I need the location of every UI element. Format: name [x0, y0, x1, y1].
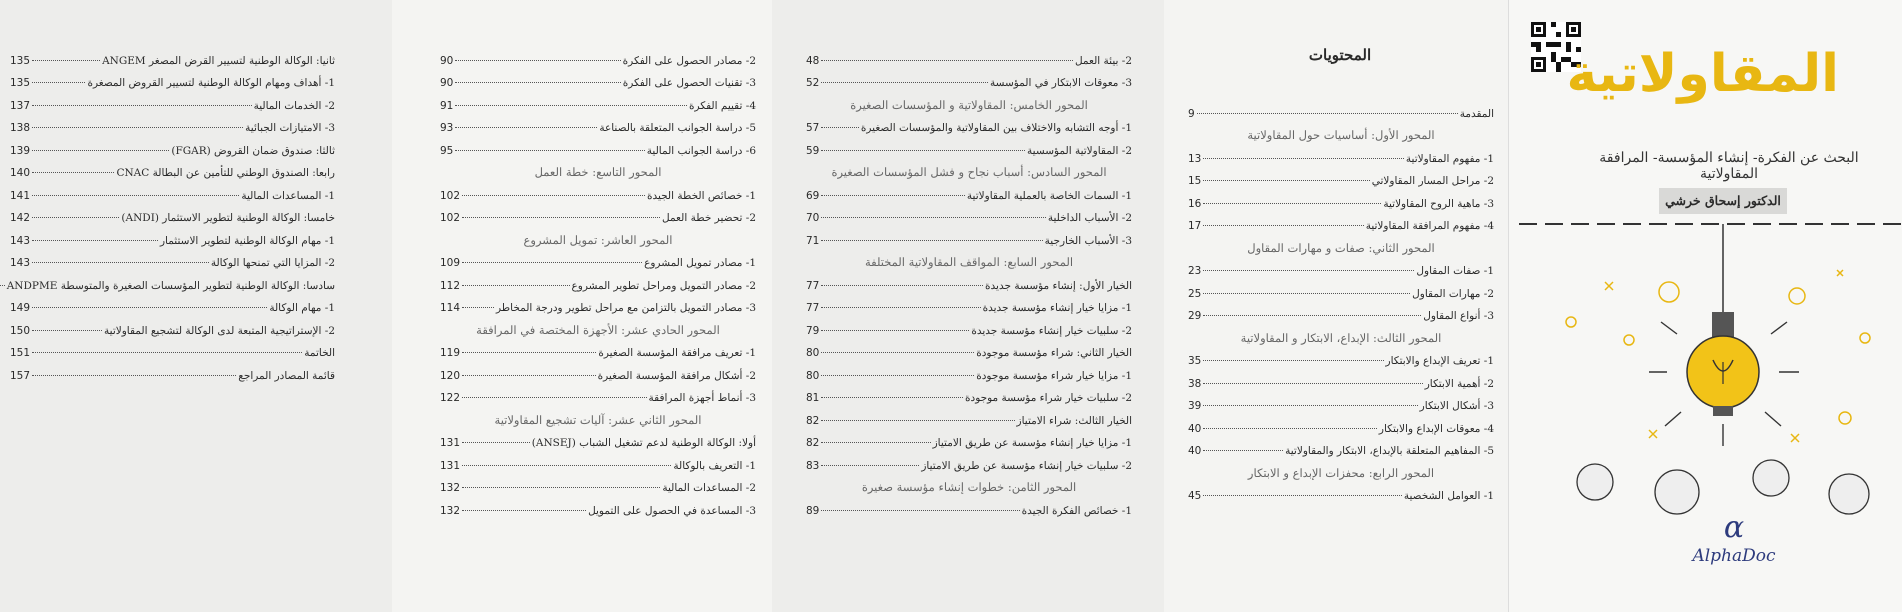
toc-entry	[10, 359, 335, 382]
toc-entry-title: الخيار الثاني: شراء مؤسسة موجودة	[976, 347, 1132, 359]
toc-page-number: 83	[806, 459, 820, 472]
toc-entry-title: 2- الخدمات المالية	[253, 99, 335, 112]
toc-entry-title: 1- تعريف مرافقة المؤسسة الصغيرة	[598, 347, 756, 359]
toc-entry-title: 2- أهمية الابتكار	[1424, 377, 1494, 390]
toc-leader-dots	[821, 307, 980, 308]
toc-entry	[1188, 390, 1494, 413]
toc-entry	[10, 134, 335, 157]
toc-leader-dots	[462, 442, 530, 443]
toc-entry	[440, 247, 756, 270]
toc-leader-dots	[1203, 450, 1283, 451]
toc-leader-dots	[821, 217, 1045, 218]
toc-entry	[1188, 142, 1494, 165]
toc-leader-dots	[32, 330, 102, 331]
toc-leader-dots	[1203, 158, 1404, 159]
toc-entry-title: 3- معوقات الابتكار في المؤسسة	[989, 77, 1132, 89]
toc-entry-title: 3- المساعدة في الحصول على التمويل	[588, 504, 756, 517]
toc-entry	[1188, 367, 1494, 390]
toc-page-number: 132	[440, 504, 461, 517]
toc-entry	[440, 359, 756, 382]
toc-column-3	[440, 44, 756, 517]
toc-leader-dots	[32, 217, 119, 218]
toc-entry	[10, 112, 335, 135]
toc-page-number: 143	[10, 234, 31, 247]
toc-page-number: 9	[1188, 107, 1195, 120]
toc-entry-title: سادسا: الوكالة الوطنية لتطوير المؤسسات الصغيرة والمتوسطة ANDPME	[6, 279, 335, 292]
toc-column-2	[806, 44, 1132, 517]
panel-4	[0, 0, 392, 612]
toc-entry-title: الخيار الثالث: شراء الامتياز	[1016, 414, 1132, 427]
toc-leader-dots	[32, 105, 252, 106]
toc-page-number: 102	[440, 189, 461, 202]
toc-page-number: 80	[806, 347, 820, 359]
toc-leader-dots	[821, 127, 858, 128]
toc-entry	[10, 44, 335, 67]
toc-leader-dots	[1203, 405, 1417, 406]
toc-entry-title: 1- التعريف بالوكالة	[673, 459, 756, 472]
toc-entry-title: 2- سلبيات خيار شراء مؤسسة موجودة	[965, 392, 1132, 404]
toc-leader-dots	[821, 420, 1014, 421]
toc-entry	[806, 67, 1132, 90]
toc-leader-dots	[32, 375, 236, 376]
toc-entry	[10, 89, 335, 112]
toc-entry	[440, 269, 756, 292]
toc-leader-dots	[455, 150, 644, 151]
toc-column-4	[6, 44, 335, 382]
toc-entry	[806, 404, 1132, 427]
toc-section-heading: المحور العاشر: تمويل المشروع	[523, 232, 673, 247]
toc-entry-title: 1- المساعدات المالية	[241, 189, 335, 202]
toc-entry-title: 1- مزايا خيار إنشاء مؤسسة جديدة	[982, 302, 1132, 314]
toc-entry	[1188, 277, 1494, 300]
toc-leader-dots	[32, 150, 169, 151]
toc-page-number: 29	[1188, 310, 1202, 322]
book-subtitle: البحث عن الفكرة- إنشاء المؤسسة- المرافقة المقاولاتية	[1599, 150, 1859, 182]
toc-entry-title: قائمة المصادر المراجع	[238, 369, 335, 382]
toc-leader-dots	[821, 195, 965, 196]
toc-entry-title: 2- المقاولاتية المؤسسية	[1027, 144, 1132, 157]
toc-entry-title: 2- المساعدات المالية	[662, 482, 756, 494]
toc-page-number: 71	[806, 234, 820, 247]
lightbulb-illustration	[1509, 0, 1902, 612]
toc-page-number: 137	[10, 99, 31, 112]
toc-entry-title: 1- مفهوم المقاولاتية	[1405, 152, 1494, 165]
toc-entry	[1188, 210, 1494, 233]
toc-entry-title: 1- خصائص الفكرة الجيدة	[1021, 504, 1132, 517]
toc-leader-dots	[1203, 428, 1377, 429]
toc-entry	[440, 44, 756, 67]
toc-entry	[440, 292, 756, 315]
toc-entry-title: 2- مهارات المقاول	[1412, 287, 1494, 300]
toc-leader-dots	[1203, 360, 1383, 361]
toc-entry-title: رابعا: الصندوق الوطني للتأمين عن البطالة CNAC	[116, 167, 335, 179]
toc-page-number: 131	[440, 437, 461, 449]
toc-entry	[440, 382, 756, 405]
toc-entry	[6, 269, 335, 292]
toc-entry	[1188, 97, 1494, 120]
toc-page-number: 102	[440, 212, 461, 224]
toc-leader-dots	[821, 240, 1042, 241]
toc-column-1	[1188, 97, 1494, 502]
toc-leader-dots	[821, 285, 983, 286]
toc-page-number: 80	[806, 369, 820, 382]
toc-entry	[10, 157, 335, 180]
toc-leader-dots	[455, 82, 620, 83]
toc-page-number: 95	[440, 144, 454, 157]
toc-entry	[1188, 345, 1494, 368]
toc-page-number: 109	[440, 257, 461, 269]
toc-page-number: 122	[440, 392, 461, 404]
toc-entry-title: 2- أشكال مرافقة المؤسسة الصغيرة	[597, 369, 756, 382]
toc-entry	[10, 247, 335, 270]
toc-entry	[10, 67, 335, 90]
toc-entry-title: 1- السمات الخاصة بالعملية المقاولاتية	[966, 189, 1132, 202]
toc-page-number: 59	[806, 144, 820, 157]
toc-page-number: 151	[10, 347, 31, 359]
book-cover	[1508, 0, 1902, 612]
toc-leader-dots	[1203, 495, 1401, 496]
toc-page-number: 89	[806, 504, 820, 517]
toc-section-heading: المحور الثالث: الإبداع، الابتكار و المقاولاتية	[1240, 330, 1442, 345]
toc-entry-title: 1- تعريف الإبداع والابتكار	[1385, 355, 1494, 367]
toc-leader-dots	[1203, 225, 1363, 226]
toc-entry-title: 3- الأسباب الخارجية	[1044, 234, 1132, 247]
toc-entry	[440, 472, 756, 495]
toc-section-heading: المحور الأول: أساسيات حول المقاولاتية	[1247, 128, 1435, 142]
publisher-name: AlphaDoc	[1692, 546, 1776, 566]
toc-page-number: 23	[1188, 265, 1202, 277]
toc-leader-dots	[462, 352, 596, 353]
toc-section-heading: المحور الثامن: خطوات إنشاء مؤسسة صغيرة	[861, 480, 1077, 494]
toc-entry-title: 4- تقييم الفكرة	[689, 99, 756, 112]
toc-page-number: 81	[806, 392, 820, 404]
panel-3	[392, 0, 772, 612]
toc-leader-dots	[462, 375, 596, 376]
alphadoc-logo-icon: α	[1723, 510, 1745, 545]
toc-entry-title: خامسا: الوكالة الوطنية لتطوير الاستثمار (ANDI)	[121, 212, 335, 224]
toc-entry-title: 6- دراسة الجوانب المالية	[646, 144, 756, 157]
toc-entry	[806, 134, 1132, 157]
toc-entry-title: 1- العوامل الشخصية	[1403, 490, 1494, 502]
toc-page-number: 91	[440, 99, 454, 112]
panel-1	[1164, 0, 1508, 612]
toc-heading: المحتويات	[1308, 46, 1372, 64]
toc-leader-dots	[462, 465, 671, 466]
toc-entry-title: ثالثا: صندوق ضمان القروض (FGAR)	[171, 144, 335, 157]
toc-page-number: 40	[1188, 445, 1202, 457]
toc-leader-dots	[462, 510, 586, 511]
toc-page-number: 135	[10, 54, 31, 67]
toc-entry-title: المقدمة	[1459, 107, 1494, 120]
toc-entry	[10, 224, 335, 247]
toc-page-number: 142	[10, 212, 31, 224]
toc-leader-dots	[32, 172, 114, 173]
toc-entry-title: 3- أنماط أجهزة المرافقة	[648, 392, 756, 404]
toc-entry-title: 3- مصادر التمويل بالتزامن مع مراحل تطوير ودرجة المخاطر	[496, 302, 756, 314]
toc-entry	[806, 314, 1132, 337]
toc-leader-dots	[462, 397, 646, 398]
toc-leader-dots	[462, 307, 494, 308]
toc-leader-dots	[32, 240, 158, 241]
toc-leader-dots	[455, 105, 687, 106]
toc-entry-title: 2- مصادر التمويل ومراحل تطوير المشروع	[571, 279, 756, 292]
toc-entry-title: 1- صفات المقاول	[1416, 265, 1494, 277]
toc-entry	[440, 427, 756, 450]
toc-entry	[806, 382, 1132, 405]
toc-entry-title: 1- مهام الوكالة	[269, 302, 335, 314]
toc-leader-dots	[462, 487, 660, 488]
toc-entry	[10, 179, 335, 202]
toc-page-number: 120	[440, 369, 461, 382]
toc-page-number: 139	[10, 144, 31, 157]
toc-entry	[440, 494, 756, 517]
toc-section-heading: المحور الرابع: محفزات الإبداع و الابتكار	[1247, 465, 1435, 480]
toc-entry-title: 2- تحضير خطة العمل	[662, 212, 756, 224]
toc-page-number: 13	[1188, 152, 1202, 165]
book-title: المقاولاتية	[1566, 44, 1839, 104]
toc-entry	[806, 359, 1132, 382]
toc-leader-dots	[455, 127, 597, 128]
toc-page-number: 82	[806, 437, 820, 449]
toc-entry	[440, 112, 756, 135]
toc-section-heading: المحور السابع: المواقف المقاولاتية المختلفة	[864, 255, 1074, 269]
toc-leader-dots	[32, 262, 209, 263]
toc-entry	[806, 112, 1132, 135]
toc-section-heading: المحور الخامس: المقاولاتية و المؤسسات الصغيرة	[850, 97, 1088, 112]
toc-entry	[440, 134, 756, 157]
toc-page-number: 157	[10, 369, 31, 382]
toc-leader-dots	[32, 60, 100, 61]
toc-entry-title: 1- مصادر تمويل المشروع	[644, 257, 756, 269]
toc-page-number: 131	[440, 459, 461, 472]
toc-entry-title: 2- الأسباب الداخلية	[1047, 212, 1132, 224]
toc-entry	[806, 292, 1132, 315]
toc-leader-dots	[32, 307, 267, 308]
toc-leader-dots	[462, 217, 660, 218]
toc-leader-dots	[1203, 203, 1381, 204]
toc-page-number: 119	[440, 347, 461, 359]
toc-leader-dots	[462, 285, 569, 286]
toc-entry	[806, 179, 1132, 202]
toc-entry-title: 1- أوجه التشابه والاختلاف بين المقاولاتية والمؤسسات الصغيرة	[860, 122, 1132, 134]
toc-entry-title: 1- أهداف ومهام الوكالة الوطنية لتسيير القروض المصغرة	[87, 77, 335, 89]
toc-entry-title: ثانيا: الوكالة الوطنية لتسيير القرض المصغر ANGEM	[102, 54, 335, 67]
toc-entry	[1188, 480, 1494, 503]
toc-entry	[440, 67, 756, 90]
panel-2	[772, 0, 1164, 612]
toc-page-number: 77	[806, 279, 820, 292]
toc-entry	[1188, 300, 1494, 323]
toc-entry	[806, 427, 1132, 450]
toc-section-heading: المحور التاسع: خطة العمل	[534, 165, 662, 179]
toc-leader-dots	[821, 397, 963, 398]
toc-page-number: 45	[1188, 490, 1202, 502]
toc-entry-title: 3- تقنيات الحصول على الفكرة	[622, 77, 756, 89]
toc-leader-dots	[462, 262, 642, 263]
toc-page-number: 150	[10, 324, 31, 337]
toc-page-number: 38	[1188, 377, 1202, 390]
toc-page-number: 82	[806, 414, 820, 427]
toc-page-number: 112	[440, 279, 461, 292]
toc-leader-dots	[1203, 383, 1422, 384]
toc-section-heading: المحور الثاني: صفات و مهارات المقاول	[1247, 240, 1435, 255]
toc-entry-title: 2- مراحل المسار المقاولاتي	[1371, 175, 1494, 187]
toc-page-number: 138	[10, 122, 31, 134]
toc-leader-dots	[455, 60, 620, 61]
toc-entry-title: 3- أنواع المقاول	[1423, 310, 1494, 322]
toc-leader-dots	[821, 150, 1025, 151]
toc-leader-dots	[32, 352, 302, 353]
toc-leader-dots	[1203, 270, 1414, 271]
toc-entry-title: 3- ماهية الروح المقاولاتية	[1383, 197, 1494, 210]
toc-page-number: 69	[806, 189, 820, 202]
toc-page-number: 48	[806, 54, 820, 67]
toc-entry-title: 1- مهام الوكالة الوطنية لتطوير الاستثمار	[159, 234, 335, 247]
toc-page-number: 132	[440, 482, 461, 494]
toc-entry	[1188, 255, 1494, 278]
toc-entry-title: 2- سلبيات خيار إنشاء مؤسسة جديدة	[971, 324, 1132, 337]
toc-entry	[806, 224, 1132, 247]
author-label: الدكتور إسحاق خرشي	[1659, 188, 1787, 214]
toc-page-number: 143	[10, 257, 31, 269]
toc-entry	[10, 202, 335, 225]
toc-entry	[10, 292, 335, 315]
toc-entry	[806, 202, 1132, 225]
toc-entry	[806, 44, 1132, 67]
toc-leader-dots	[1197, 113, 1458, 114]
toc-section-heading: المحور الحادي عشر: الأجهزة المختصة في المرافقة	[476, 322, 720, 337]
toc-page-number: 25	[1188, 287, 1202, 300]
toc-entry-title: 1- خصائص الخطة الجيدة	[646, 189, 756, 202]
toc-entry-title: الخيار الأول: إنشاء مؤسسة جديدة	[985, 279, 1132, 292]
toc-page-number: 57	[806, 122, 820, 134]
toc-entry	[806, 269, 1132, 292]
toc-page-number: 77	[806, 302, 820, 314]
toc-entry	[10, 337, 335, 360]
toc-leader-dots	[1203, 315, 1421, 316]
toc-entry-title: 2- الإستراتيجية المتبعة لدى الوكالة لتشجيع المقاولاتية	[104, 324, 335, 337]
toc-leader-dots	[462, 195, 645, 196]
toc-page-number: 70	[806, 212, 820, 224]
toc-entry-title: 2- سلبيات خيار إنشاء مؤسسة عن طريق الامتياز	[921, 459, 1132, 472]
toc-entry-title: 5- دراسة الجوانب المتعلقة بالصناعة	[599, 122, 756, 134]
toc-leader-dots	[32, 127, 243, 128]
toc-leader-dots	[821, 510, 1019, 511]
toc-entry-title: الخاتمة	[304, 347, 335, 359]
toc-leader-dots	[32, 195, 239, 196]
toc-entry	[1188, 435, 1494, 458]
toc-entry-title: 1- مزايا خيار إنشاء مؤسسة عن طريق الامتياز	[932, 437, 1132, 449]
toc-page-number: 140	[10, 167, 31, 179]
toc-section-heading: المحور الثاني عشر: آليات تشجيع المقاولاتية	[494, 412, 702, 427]
toc-entry-title: أولا: الوكالة الوطنية لدعم تشغيل الشباب (ANSEJ)	[531, 437, 756, 449]
toc-page-number: 135	[10, 77, 31, 89]
toc-entry	[806, 337, 1132, 360]
toc-leader-dots	[0, 285, 5, 286]
toc-page-number: 40	[1188, 422, 1202, 435]
toc-entry-title: 2- بيئة العمل	[1074, 54, 1132, 67]
toc-entry-title: 3- أشكال الابتكار	[1419, 400, 1494, 412]
lightbulb-icon	[1687, 312, 1759, 416]
toc-leader-dots	[1203, 180, 1369, 181]
toc-leader-dots	[32, 82, 85, 83]
toc-entry-title: 5- المفاهيم المتعلقة بالإبداع، الابتكار والمقاولاتية	[1285, 445, 1494, 457]
toc-entry-title: 4- مفهوم المرافقة المقاولاتية	[1365, 220, 1494, 232]
toc-page-number: 93	[440, 122, 454, 134]
toc-entry-title: 3- الامتيازات الجبائية	[245, 122, 335, 134]
toc-leader-dots	[821, 465, 919, 466]
toc-leader-dots	[821, 352, 974, 353]
toc-entry	[440, 89, 756, 112]
toc-page-number: 114	[440, 302, 461, 314]
toc-entry	[10, 314, 335, 337]
toc-page-number: 17	[1188, 220, 1202, 232]
toc-entry-title: 2- المزايا التي تمنحها الوكالة	[210, 257, 335, 269]
toc-leader-dots	[821, 442, 930, 443]
toc-page-number: 79	[806, 324, 820, 337]
toc-page-number: 90	[440, 54, 454, 67]
toc-leader-dots	[821, 330, 969, 331]
toc-entry	[1188, 165, 1494, 188]
toc-page-number: 52	[806, 77, 820, 89]
toc-entry	[806, 494, 1132, 517]
toc-entry	[1188, 187, 1494, 210]
toc-entry-title: 2- مصادر الحصول على الفكرة	[622, 54, 756, 67]
toc-entry	[440, 449, 756, 472]
toc-entry	[806, 449, 1132, 472]
toc-entry	[1188, 412, 1494, 435]
toc-page-number: 16	[1188, 197, 1202, 210]
toc-section-heading: المحور السادس: أسباب نجاح و فشل المؤسسات الصغيرة	[831, 165, 1107, 179]
toc-leader-dots	[821, 375, 974, 376]
toc-leader-dots	[821, 82, 988, 83]
toc-entry	[440, 179, 756, 202]
toc-leader-dots	[821, 60, 1073, 61]
toc-page-number: 39	[1188, 400, 1202, 412]
toc-page-number: 90	[440, 77, 454, 89]
toc-page-number: 149	[10, 302, 31, 314]
toc-entry-title: 4- معوقات الإبداع والابتكار	[1378, 422, 1494, 435]
toc-entry	[440, 337, 756, 360]
toc-page-number: 35	[1188, 355, 1202, 367]
toc-leader-dots	[1203, 293, 1410, 294]
toc-entry	[440, 202, 756, 225]
toc-page-number: 141	[10, 189, 31, 202]
toc-entry-title: 1- مزايا خيار شراء مؤسسة موجودة	[976, 369, 1132, 382]
toc-page-number: 15	[1188, 175, 1202, 187]
